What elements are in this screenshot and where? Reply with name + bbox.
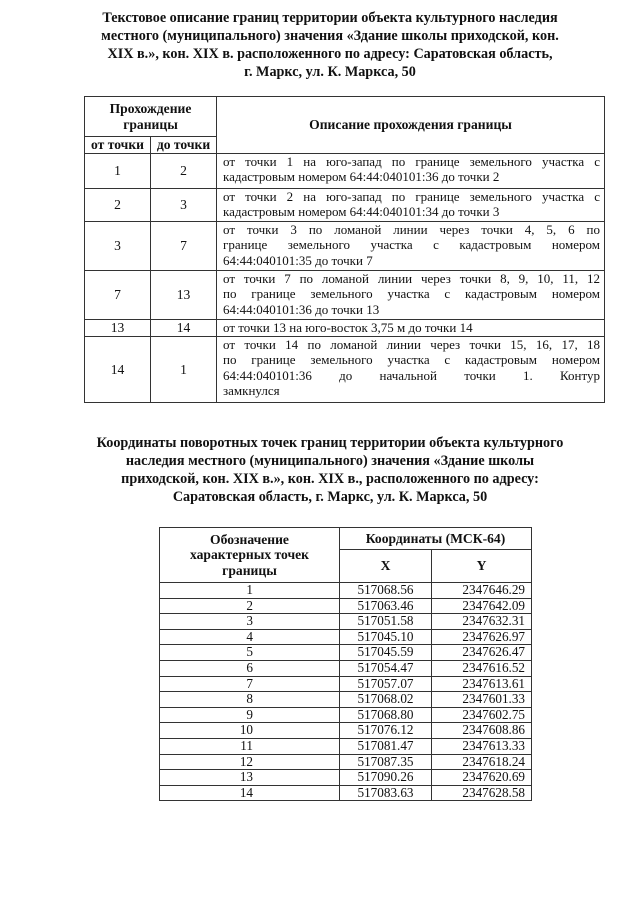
description-line: границе земельного участка с кадастровым номером — [223, 237, 601, 253]
description-cell — [217, 320, 605, 337]
point-cell: 10 — [160, 723, 340, 739]
header-text: Обозначение — [210, 531, 289, 547]
description-line: по границе земельного участка с кадастровым номером — [223, 352, 601, 368]
point-cell: 12 — [160, 754, 340, 770]
table-row — [160, 660, 532, 676]
table-row — [160, 738, 532, 754]
to-point-cell: 1 — [151, 337, 217, 403]
x-coordinate-cell: 517087.35 — [340, 754, 432, 770]
x-coordinate-cell: 517051.58 — [340, 614, 432, 630]
from-point-cell: 14 — [85, 337, 151, 403]
table-row — [160, 676, 532, 692]
table-row — [85, 337, 605, 403]
to-point-cell: 14 — [151, 320, 217, 337]
point-cell: 4 — [160, 629, 340, 645]
header-text: границы — [222, 562, 277, 578]
point-cell: 11 — [160, 738, 340, 754]
to-point-cell: 2 — [151, 154, 217, 189]
table-row — [85, 320, 605, 337]
table-row — [160, 614, 532, 630]
from-point-cell: 1 — [85, 154, 151, 189]
table-row — [160, 629, 532, 645]
x-coordinate-cell: 517045.59 — [340, 645, 432, 661]
x-coordinate-cell: 517045.10 — [340, 629, 432, 645]
description-line: от точки 7 по ломаной линии через точки 8, 9, 10, 11, 12 — [223, 271, 601, 286]
boundary-description-title — [60, 9, 600, 81]
header-to-point: до точки — [151, 137, 217, 154]
point-cell: 8 — [160, 692, 340, 708]
from-point-cell: 3 — [85, 222, 151, 271]
x-coordinate-cell: 517057.07 — [340, 676, 432, 692]
header-coordinates: Координаты (МСК-64) — [340, 528, 532, 550]
description-line: от точки 3 по ломаной линии через точки 4, 5, 6 по — [223, 222, 601, 237]
point-cell: 13 — [160, 770, 340, 786]
description-line: от точки 2 на юго-запад по границе земельного участка с — [223, 189, 601, 204]
table-row — [160, 754, 532, 770]
header-from-point: от точки — [85, 137, 151, 154]
point-cell: 9 — [160, 707, 340, 723]
y-coordinate-cell: 2347613.33 — [432, 738, 532, 754]
header-text: характерных точек — [190, 547, 309, 563]
from-point-cell: 7 — [85, 271, 151, 320]
title-line: местного (муниципального) значения «Здание школы приходской, кон. — [101, 28, 559, 44]
description-line: кадастровым номером 64:44:040101:34 до точки 3 — [223, 204, 500, 220]
x-coordinate-cell: 517081.47 — [340, 738, 432, 754]
x-coordinate-cell: 517076.12 — [340, 723, 432, 739]
x-coordinate-cell: 517083.63 — [340, 785, 432, 801]
header-point-designation — [160, 528, 340, 583]
y-coordinate-cell: 2347632.31 — [432, 614, 532, 630]
y-coordinate-cell: 2347642.09 — [432, 598, 532, 614]
title-line: г. Маркс, ул. К. Маркса, 50 — [244, 64, 416, 80]
point-cell: 3 — [160, 614, 340, 630]
table-row — [160, 707, 532, 723]
point-cell: 2 — [160, 598, 340, 614]
to-point-cell: 13 — [151, 271, 217, 320]
header-description: Описание прохождения границы — [217, 97, 605, 154]
x-coordinate-cell: 517068.02 — [340, 692, 432, 708]
table-row — [160, 770, 532, 786]
table-row — [85, 189, 605, 222]
table-row — [160, 692, 532, 708]
description-line: по границе земельного участка с кадастровым номером — [223, 286, 601, 302]
y-coordinate-cell: 2347620.69 — [432, 770, 532, 786]
description-cell — [217, 189, 605, 222]
header-y: Y — [432, 550, 532, 583]
y-coordinate-cell: 2347601.33 — [432, 692, 532, 708]
y-coordinate-cell: 2347626.47 — [432, 645, 532, 661]
table-row — [85, 222, 605, 271]
y-coordinate-cell: 2347608.86 — [432, 723, 532, 739]
title-line: Текстовое описание границ территории объекта культурного наследия — [102, 10, 558, 26]
table-row — [160, 723, 532, 739]
point-cell: 5 — [160, 645, 340, 661]
description-cell — [217, 222, 605, 271]
point-cell: 14 — [160, 785, 340, 801]
point-cell: 1 — [160, 583, 340, 599]
x-coordinate-cell: 517068.56 — [340, 583, 432, 599]
coordinates-title — [60, 434, 600, 506]
header-boundary-passage — [85, 97, 217, 137]
to-point-cell: 3 — [151, 189, 217, 222]
point-cell: 6 — [160, 660, 340, 676]
from-point-cell: 2 — [85, 189, 151, 222]
x-coordinate-cell: 517054.47 — [340, 660, 432, 676]
description-line: 64:44:040101:36 до начальной точки 1. Контур — [223, 367, 601, 383]
description-cell — [217, 154, 605, 189]
y-coordinate-cell: 2347616.52 — [432, 660, 532, 676]
table-row — [160, 785, 532, 801]
header-text: границы — [123, 116, 178, 132]
title-line: Саратовская область, г. Маркс, ул. К. Маркса, 50 — [172, 489, 488, 505]
description-cell — [217, 337, 605, 403]
x-coordinate-cell: 517090.26 — [340, 770, 432, 786]
table-row — [85, 271, 605, 320]
y-coordinate-cell: 2347628.58 — [432, 785, 532, 801]
x-coordinate-cell: 517063.46 — [340, 598, 432, 614]
description-line: 64:44:040101:36 до точки 13 — [223, 301, 380, 317]
to-point-cell: 7 — [151, 222, 217, 271]
table-row — [160, 598, 532, 614]
table-row — [160, 583, 532, 599]
from-point-cell: 13 — [85, 320, 151, 337]
y-coordinate-cell: 2347613.61 — [432, 676, 532, 692]
description-line: 64:44:040101:35 до точки 7 — [223, 252, 373, 268]
description-line: от точки 1 на юго-запад по границе земельного участка с — [223, 154, 601, 169]
title-line: Координаты поворотных точек границ территории объекта культурного — [96, 435, 564, 451]
description-line: кадастровым номером 64:44:040101:36 до точки 2 — [223, 169, 500, 185]
title-line: приходской, кон. XIX в.», кон. XIX в., расположенного по адресу: — [121, 471, 539, 487]
description-line: замкнулся — [223, 382, 280, 398]
title-line: XIX в.», кон. XIX в. расположенного по адресу: Саратовская область, — [107, 46, 553, 62]
title-line: наследия местного (муниципального) значения «Здание школы — [125, 453, 535, 469]
description-line: от точки 14 по ломаной линии через точки 15, 16, 17, 18 — [223, 337, 601, 352]
coordinates-table — [159, 527, 532, 801]
x-coordinate-cell: 517068.80 — [340, 707, 432, 723]
y-coordinate-cell: 2347618.24 — [432, 754, 532, 770]
description-line: от точки 13 на юго-восток 3,75 м до точки 14 — [223, 320, 473, 335]
boundary-description-table — [84, 96, 605, 403]
coordinates-table-body — [160, 583, 532, 801]
table-row — [160, 645, 532, 661]
table-row — [85, 154, 605, 189]
y-coordinate-cell: 2347602.75 — [432, 707, 532, 723]
header-text: Прохождение — [109, 100, 192, 116]
point-cell: 7 — [160, 676, 340, 692]
y-coordinate-cell: 2347626.97 — [432, 629, 532, 645]
y-coordinate-cell: 2347646.29 — [432, 583, 532, 599]
header-x: X — [340, 550, 432, 583]
description-cell — [217, 271, 605, 320]
